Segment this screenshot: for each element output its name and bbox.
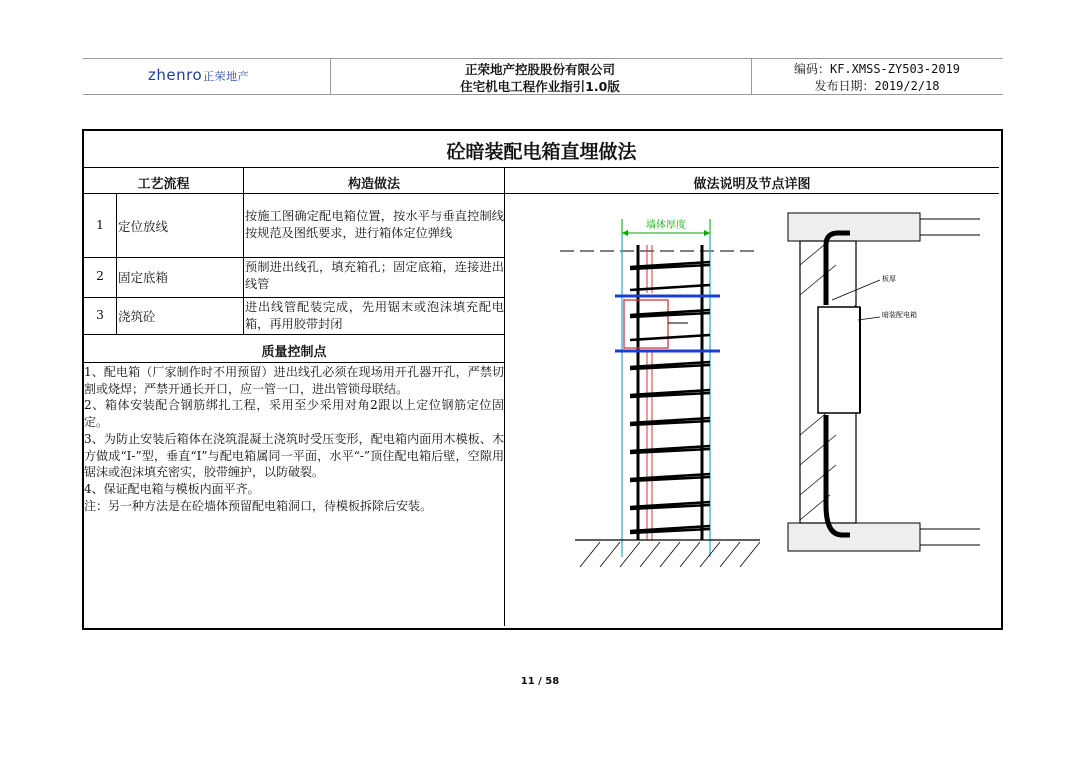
logo-wordmark: zhenro — [148, 66, 203, 84]
header-top-rule — [83, 58, 1003, 59]
quality-title: 质量控制点 — [261, 345, 327, 360]
table-rule — [84, 297, 504, 298]
table-rule — [84, 193, 999, 194]
wall-thickness-label: 墙体厚度 — [646, 220, 686, 231]
table-title: 砼暗装配电箱直埋做法 — [446, 141, 637, 163]
row-step: 浇筑砼 — [118, 309, 156, 324]
row-number: 3 — [96, 307, 104, 322]
quality-list — [84, 364, 504, 514]
page-number: 11 / 58 — [520, 676, 560, 687]
rebar-elevation-diagram — [560, 205, 760, 575]
table-rule — [84, 257, 504, 258]
logo-chinese: 正荣地产 — [203, 70, 250, 83]
table-rule — [504, 167, 505, 626]
row-step: 定位放线 — [118, 219, 169, 234]
col-header-method: 构造做法 — [347, 177, 400, 192]
publish-date: 发布日期：2019/2/18 — [814, 79, 940, 93]
company-logo — [148, 66, 249, 84]
row-number: 2 — [96, 268, 104, 283]
row-method: 预制进出线孔，填充箱孔；固定底箱，连接进出线管 — [245, 260, 504, 291]
diagram-label: 板厚 — [882, 275, 896, 283]
row-method: 按施工图确定配电箱位置，按水平与垂直控制线按规范及图纸要求，进行箱体定位弹线 — [245, 209, 504, 240]
row-number: 1 — [96, 217, 104, 232]
doc-code: 编码：KF.XMSS-ZY503-2019 — [793, 62, 961, 76]
quality-item: 注：另一种方法是在砼墙体预留配电箱洞口，待模板拆除后安装。 — [84, 498, 433, 513]
quality-item: 1、配电箱（厂家制作时不用预留）进出线孔必须在现场用开孔器开孔，严禁切割或烧焊；严禁开通长开口，应一管一口，进出管锁母联结。 — [84, 365, 504, 396]
guide-title: 住宅机电工程作业指引1.0版 — [460, 79, 620, 94]
table-rule — [84, 167, 999, 168]
table-rule — [84, 334, 504, 335]
row-method: 进出线管配装完成，先用锯末或泡沫填充配电箱，再用胶带封闭 — [245, 300, 504, 331]
quality-item: 2、箱体安装配合钢筋绑扎工程，采用至少采用对角2跟以上定位钢筋定位固定。 — [84, 398, 504, 430]
company-name: 正荣地产控股股份有限公司 — [464, 62, 615, 77]
table-rule — [243, 167, 244, 334]
table-rule — [84, 362, 504, 363]
col-header-detail: 做法说明及节点详图 — [693, 177, 811, 192]
quality-item: 4、保证配电箱与模板内面平齐。 — [84, 481, 260, 496]
wall-section-diagram — [780, 205, 990, 575]
diagram-label: 暗装配电箱 — [882, 311, 917, 319]
table-rule — [116, 193, 117, 334]
row-step: 固定底箱 — [118, 270, 169, 285]
col-header-process: 工艺流程 — [137, 177, 190, 192]
quality-item: 3、为防止安装后箱体在浇筑混凝土浇筑时受压变形，配电箱内面用木模板、木方做成“I-”型，垂直“I”与配电箱属同一平面，水平“-”顶住配电箱后壁，空隙用锯沫或泡沫填充密实，胶带缠护，以防破裂。 — [84, 431, 504, 480]
